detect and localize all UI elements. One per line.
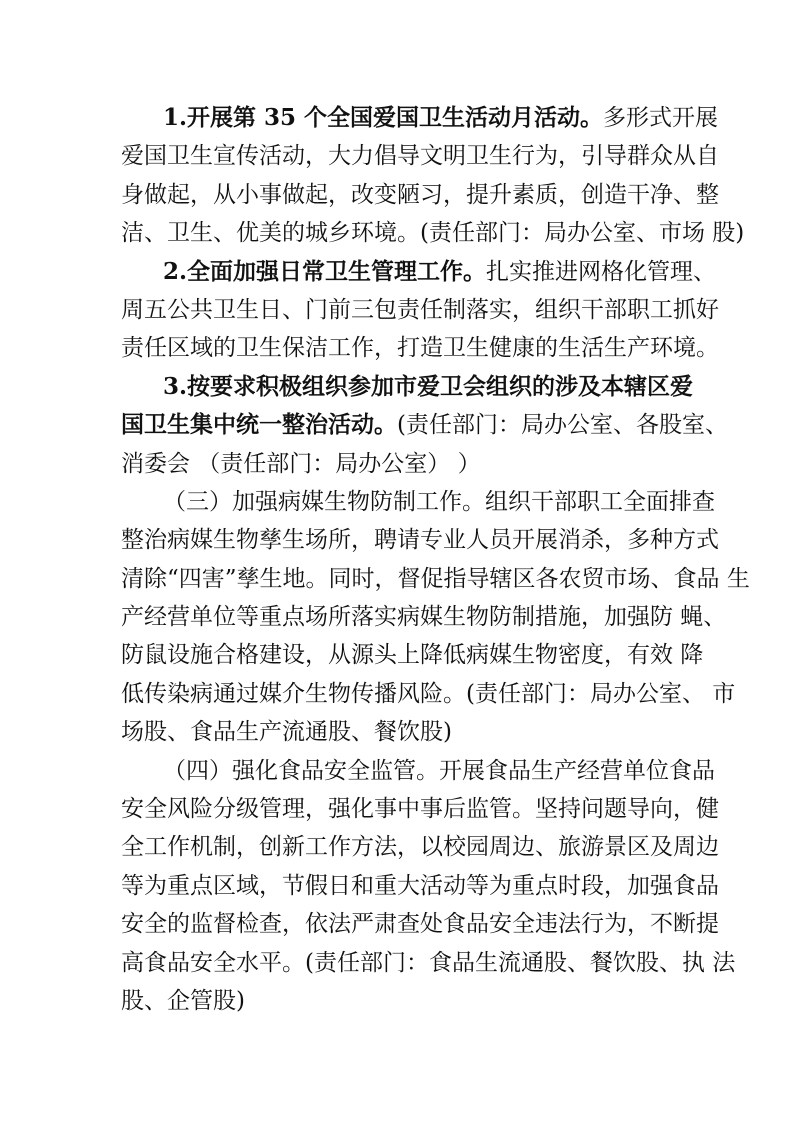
body-text: 身做起，从小事做起，改变陋习，提升素质，创造干净、整 [121,181,719,208]
body-text: （四）强化食品安全监管。开展食品生产经营单位食品 [163,757,715,784]
text-line [121,636,704,674]
body-text: 防鼠设施合格建设，从源头上降低病媒生物密度，有效 降 [121,642,704,669]
text-line [121,483,715,521]
body-text: 消委会 （责任部门：局办公室） ） [121,450,481,477]
body-text: 股、企管股) [121,987,245,1014]
bold-heading: 国卫生集中统一整治活动。 [121,411,397,439]
text-line [121,445,673,483]
body-text: 清除“四害”孳生地。同时，督促指导辖区各农贸市场、食品 生 [121,565,750,592]
body-text: 等为重点区域，节假日和重大活动等为重点时段，加强食品 [121,872,719,899]
body-text: 安全风险分级管理，强化事中事后监管。坚持问题导向，健 [121,796,719,823]
body-text: 周五公共卫生日、门前三包责任制落实，组织干部职工抓好 [121,296,719,323]
text-line [121,598,727,636]
text-line [121,905,719,943]
body-text: (责任部门：局办公室、各股室、 [397,412,728,439]
body-text: 产经营单位等重点场所落实病媒生物防制措施，加强防 蝇、 [121,604,727,631]
text-line [121,137,719,175]
body-text: 场股、食品生产流通股、餐饮股) [121,719,452,746]
body-text: 洁、卫生、优美的城乡环境。(责任部门：局办公室、市场 股) [121,220,745,247]
text-line [121,291,719,329]
text-line [121,253,717,291]
paragraph [121,483,750,752]
text-line [121,675,736,713]
body-text: 高食品安全水平。(责任部门：食品生流通股、餐饮股、执 法 [121,949,736,976]
text-line [121,713,673,751]
text-line [121,176,719,214]
text-line [121,560,750,598]
body-text: 全工作机制，创新工作方法，以校园周边、旅游景区及周边 [121,834,719,861]
body-text: 责任区域的卫生保洁工作，打造卫生健康的生活生产环境。 [121,335,719,362]
text-line [121,867,719,905]
body-text: 爱国卫生宣传活动，大力倡导文明卫生行为，引导群众从自 [121,143,719,170]
text-line [121,790,719,828]
body-text: 多形式开展 [603,105,719,131]
body-text: （三）加强病媒生物防制工作。组织干部职工全面排查 [163,488,715,515]
text-line [121,329,719,367]
bold-heading: 2.全面加强日常卫生管理工作。 [163,257,487,285]
paragraph [121,99,745,253]
text-line [121,944,736,982]
document-page [121,99,750,1020]
text-line [121,521,719,559]
text-line [121,99,719,137]
text-line [121,982,673,1020]
text-line [121,828,719,866]
body-text: 安全的监督检查，依法严肃查处食品安全违法行为，不断提 [121,911,719,938]
paragraph [121,253,719,368]
bold-heading: 1.开展第 35 个全国爱国卫生活动月活动。 [163,104,604,131]
paragraph [121,368,728,483]
bold-heading: 3.按要求积极组织参加市爱卫会组织的涉及本辖区爱 [163,372,694,400]
body-text: 扎实推进网格化管理、 [486,258,717,285]
text-line [121,368,694,406]
text-line [121,752,715,790]
body-text: 低传染病通过媒介生物传播风险。(责任部门：局办公室、 市 [121,680,736,707]
text-line [121,214,745,252]
body-text: 整治病媒生物孳生场所，聘请专业人员开展消杀，多种方式 [121,527,719,554]
paragraph [121,752,736,1021]
text-line [121,406,728,444]
